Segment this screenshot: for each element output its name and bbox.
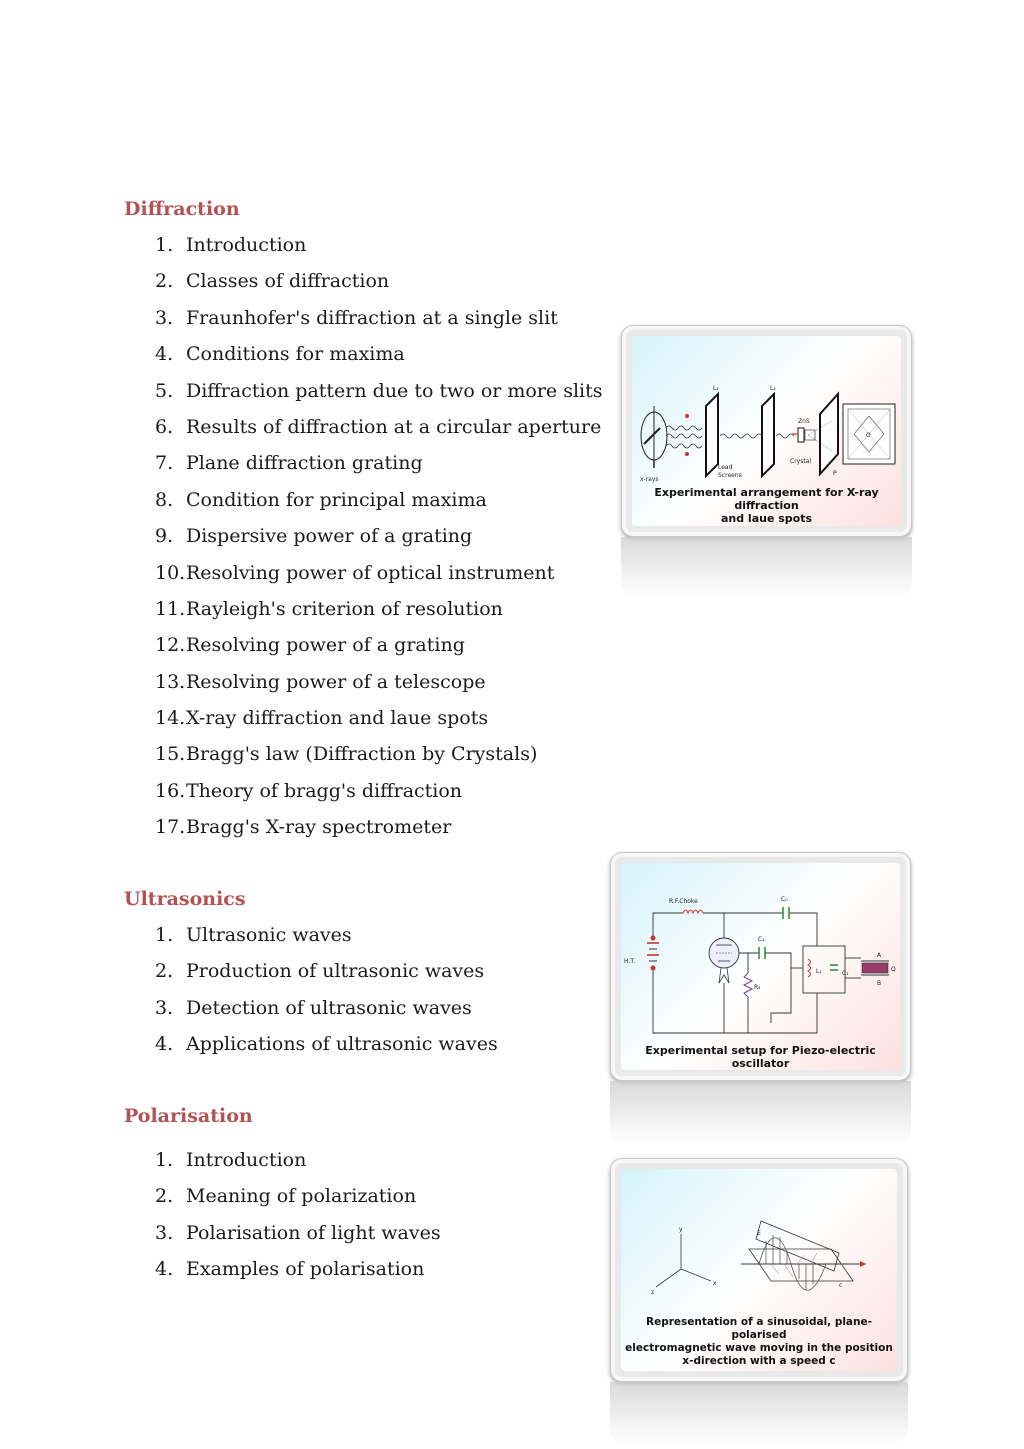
label-screens: Screens — [718, 472, 742, 479]
figure-xray-diffraction — [621, 325, 912, 600]
label-b: B — [877, 980, 882, 987]
label-cb: C₀ — [781, 896, 788, 903]
label-lead: Lead — [718, 464, 733, 471]
label-p: P — [833, 470, 837, 477]
figure-reflection — [610, 1081, 911, 1143]
label-o: O — [866, 432, 871, 439]
label-ht: H.T. — [624, 958, 636, 965]
section-title-diffraction: Diffraction — [124, 198, 240, 220]
piezo-circuit-diagram — [621, 863, 900, 1043]
label-rg: R₄ — [754, 984, 761, 991]
figure-reflection — [621, 537, 912, 597]
label-crystal: Crystal — [790, 458, 812, 465]
label-l1: L₁ — [713, 385, 719, 392]
label-e-field: E — [757, 1230, 761, 1237]
label-a: A — [877, 952, 882, 959]
label-y-axis: y — [679, 1226, 683, 1233]
label-xrays: x-rays — [640, 476, 659, 483]
label-zns: ZnS — [798, 418, 810, 425]
label-z-axis: z — [651, 1289, 655, 1296]
label-cg: C₄ — [758, 936, 765, 943]
label-x-axis: x — [713, 1280, 717, 1287]
label-rf-choke: R.F.Choke — [669, 898, 698, 905]
label-speed-c: c — [839, 1282, 843, 1289]
label-q: Q — [891, 966, 896, 973]
polarised-wave-diagram — [621, 1169, 897, 1309]
label-c1: C₁ — [842, 970, 849, 977]
figure-caption: Experimental arrangement for X-ray diffraction and laue spots — [654, 486, 879, 525]
figure-piezo-oscillator — [610, 852, 911, 1147]
section-title-polarisation: Polarisation — [124, 1105, 253, 1127]
figure-reflection — [610, 1382, 908, 1444]
section-title-ultrasonics: Ultrasonics — [124, 888, 246, 910]
label-l1: L₁ — [816, 968, 822, 975]
figure-polarised-wave — [610, 1158, 908, 1446]
figure-caption: Experimental setup for Piezo-electric oscillator — [645, 1044, 876, 1070]
label-l2: L₂ — [770, 385, 776, 392]
figure-caption: Representation of a sinusoidal, plane-polarised electromagnetic wave moving in the position x-direction with a speed c — [625, 1316, 893, 1367]
